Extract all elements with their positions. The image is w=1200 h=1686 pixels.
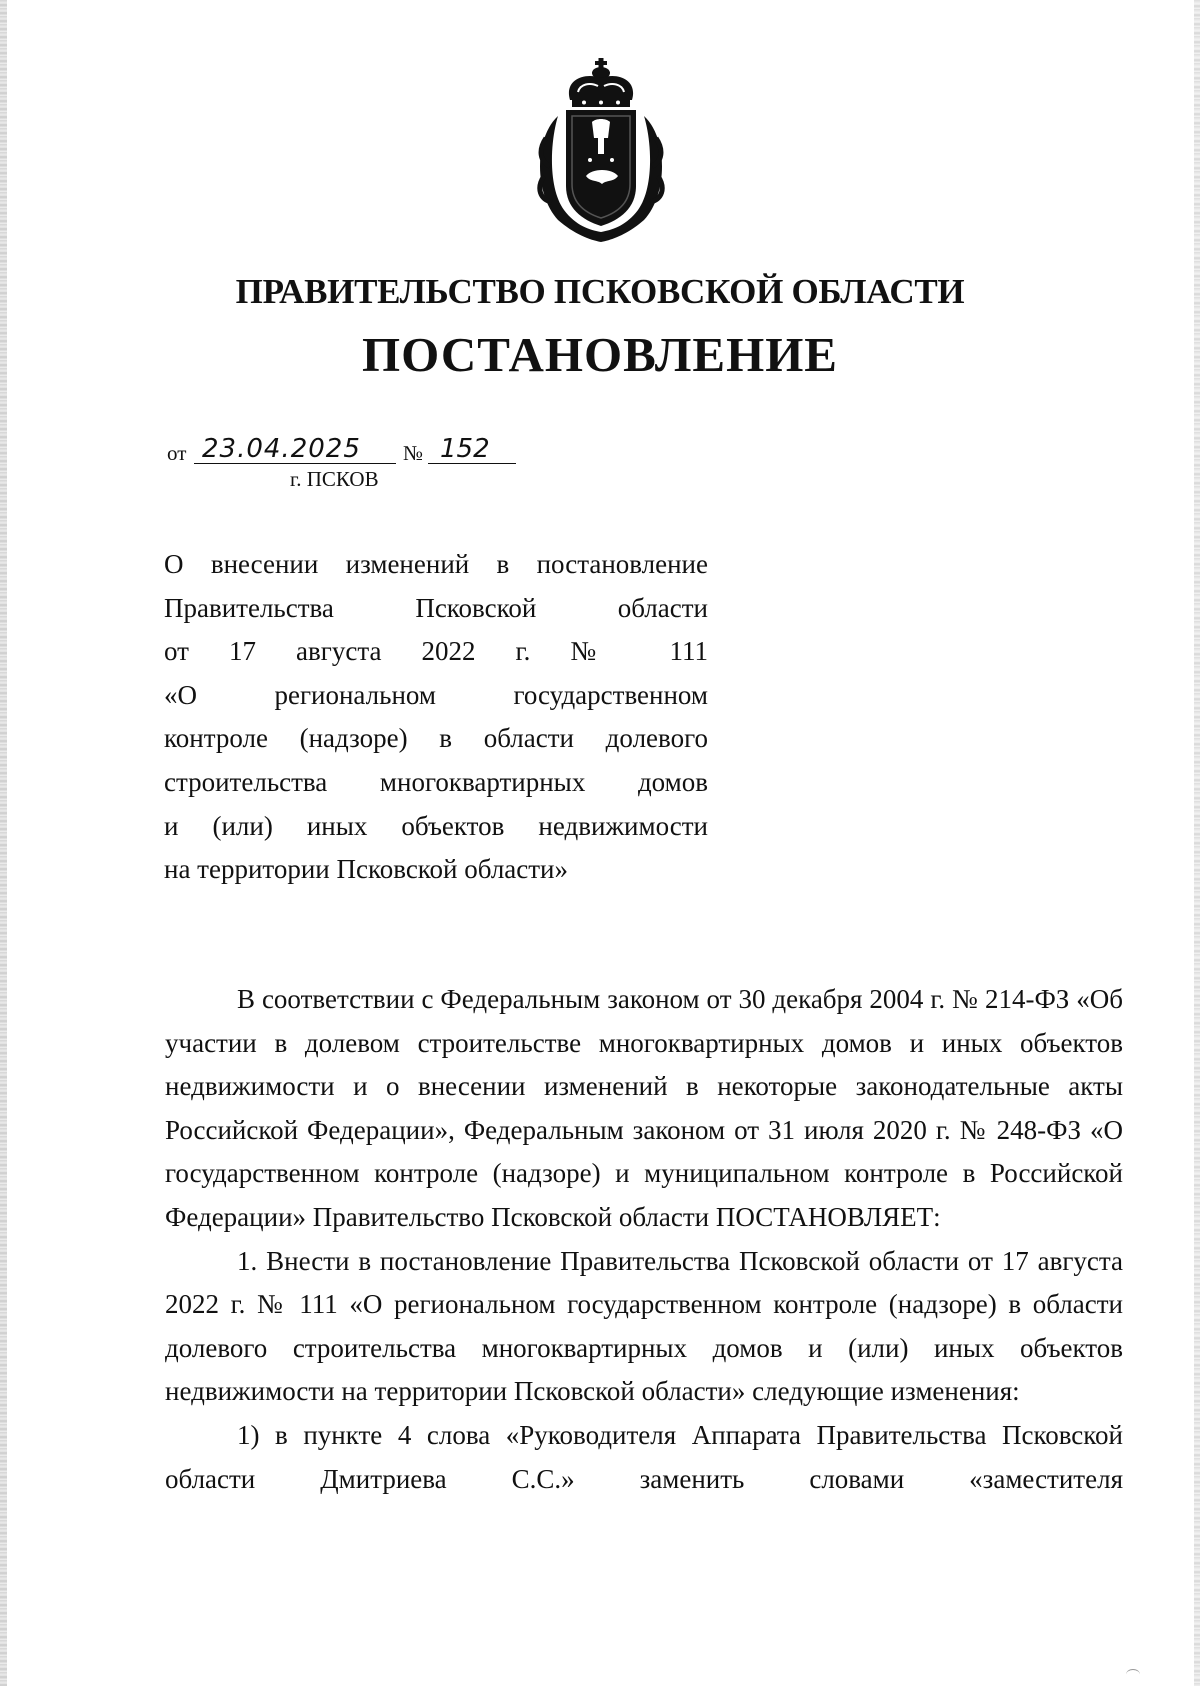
organization-name: ПРАВИТЕЛЬСТВО ПСКОВСКОЙ ОБЛАСТИ [235, 272, 965, 311]
subject-line: от 17 августа 2022 г. № 111 [164, 636, 708, 667]
subject-line: и (или) иных объектов недвижимости [164, 810, 708, 841]
document-date: 23.04.2025 [194, 434, 396, 464]
subject-line: Правительства Псковской области [164, 592, 708, 623]
coat-of-arms-icon [528, 58, 674, 244]
body-paragraph-preamble: В соответствии с Федеральным законом от 30 декабря 2004 г. № 214-ФЗ «Об участии в долевом строительстве многоквартирных домов и иных объектов недвижимости и о внесении изменений в некоторые законодательные акты Российской Федерации», Федеральным законом от 31 июля 2020 г. № 248-ФЗ «О государственном контроле (надзоре) и муниципальном контроле в Российской Федерации» Правительство Псковской области ПОСТАНОВЛЯЕТ: [165, 984, 1123, 1232]
date-prefix: от [167, 441, 187, 465]
page-corner-mark [1126, 1669, 1140, 1680]
scan-edge-right [1194, 0, 1200, 1686]
subject-line: контроле (надзоре) в области долевого [164, 723, 708, 754]
document-subject [164, 543, 708, 892]
crown-icon [569, 58, 633, 107]
subject-line: О внесении изменений в постановление [164, 549, 708, 579]
city: г. ПСКОВ [290, 467, 379, 491]
subject-line: строительства многоквартирных домов [164, 766, 708, 797]
body-paragraph-item-1: 1. Внести в постановление Правительства Псковской области от 17 августа 2022 г. № 111 «О региональном государственном контроле (надзоре) в области долевого строительства многоквартирных домов и (или) иных объектов недвижимости на территории Псковской области» следующие изменения: [165, 1245, 1123, 1407]
body-paragraph-subitem-1: 1) в пункте 4 слова «Руководителя Аппарата Правительства Псковской области Дмитриева С.С.» заменить словами «заместителя [165, 1419, 1123, 1494]
subject-line: «О региональном государственном [164, 679, 708, 710]
scan-edge-left [0, 0, 7, 1686]
subject-line: на территории Псковской области» [164, 854, 569, 885]
document-body [165, 978, 1123, 1501]
number-prefix: № [403, 441, 424, 465]
document-type: ПОСТАНОВЛЕНИЕ [362, 327, 838, 382]
document-number: 152 [428, 434, 516, 464]
